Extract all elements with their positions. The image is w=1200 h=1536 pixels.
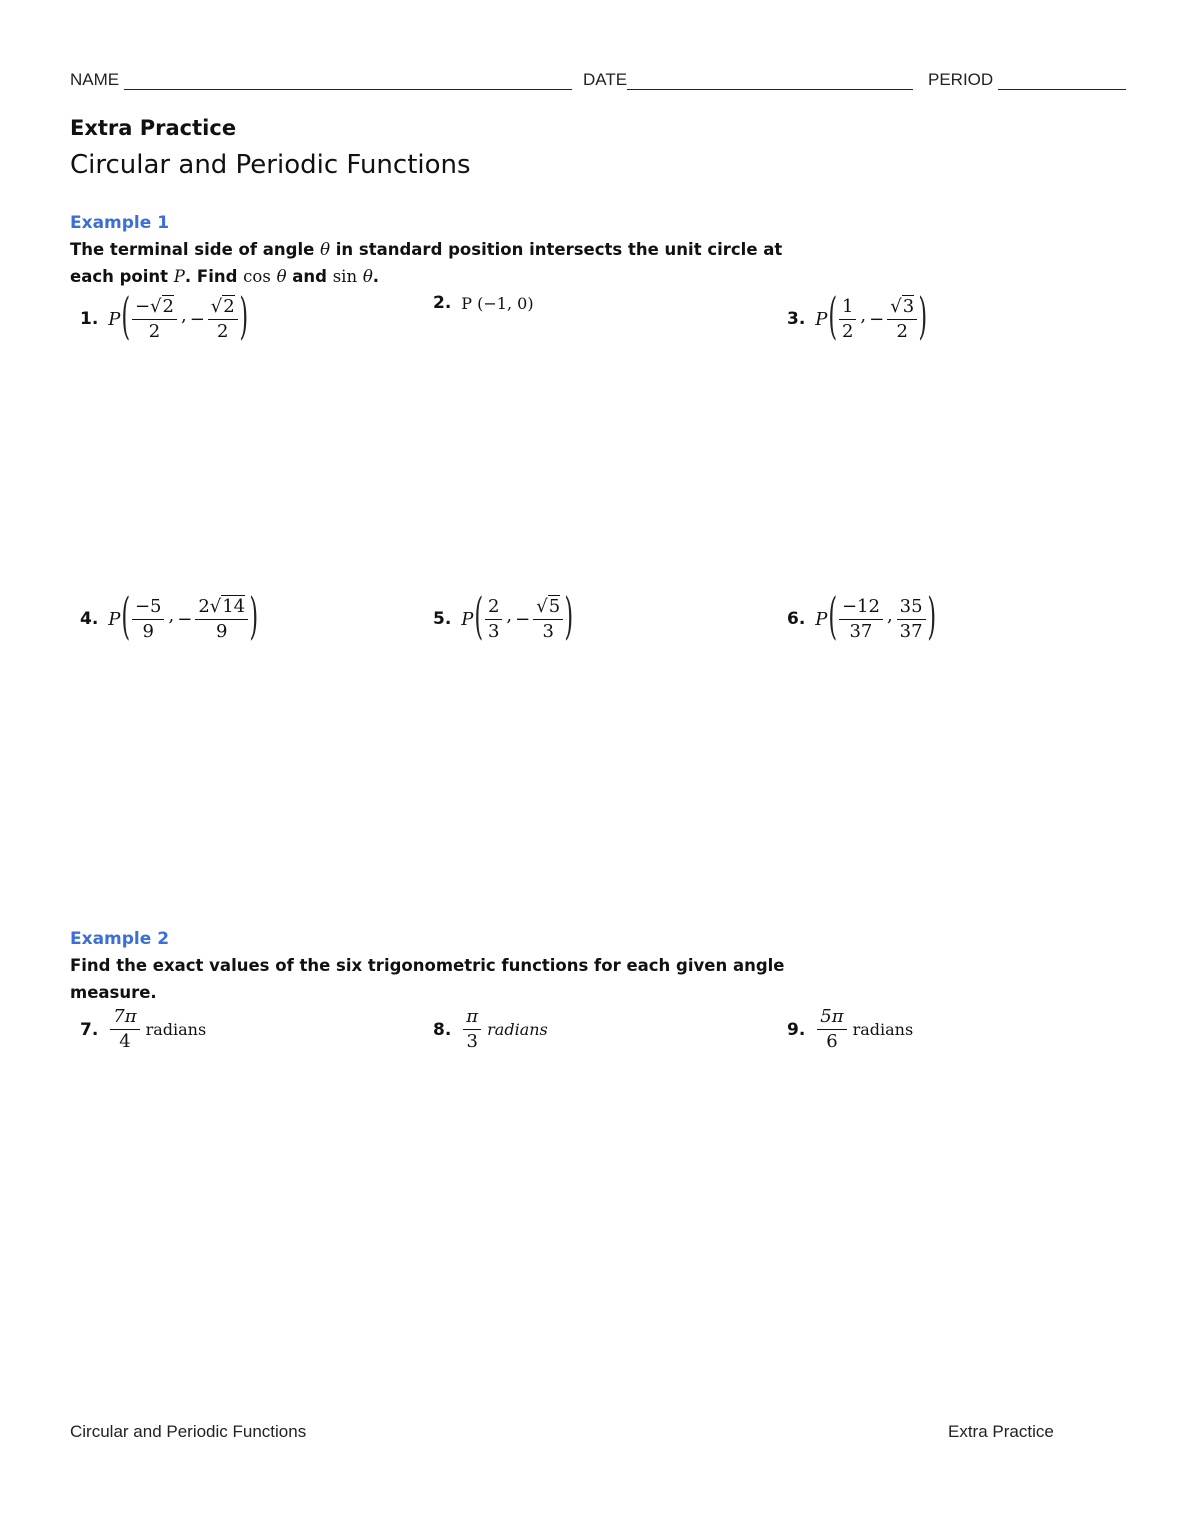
kicker: Extra Practice xyxy=(70,116,237,140)
fraction: $\frac{\pi}{3}$ xyxy=(463,1006,481,1053)
problem-number: 1. xyxy=(80,309,99,329)
name-field[interactable] xyxy=(70,70,572,90)
problem-2: 2. P (−1, 0) xyxy=(433,293,534,313)
problem-number: 5. xyxy=(433,609,452,629)
problem-5: 5. P ( $\frac{2}{3}$ , − $\frac{√5}{3}$ ) xyxy=(433,587,574,645)
problem-3: 3. P ( $\frac{1}{2}$ , − $\frac{√3}{2}$ ) xyxy=(787,287,928,345)
problem-number: 2. xyxy=(433,293,452,313)
fraction: $\frac{35}{37}$ xyxy=(897,596,926,643)
date-field[interactable] xyxy=(583,70,913,90)
example1-instruction: The terminal side of angle θ in standard position intersects the unit circle at each point P. Find cos θ and sin θ. xyxy=(70,240,783,286)
fraction: $\frac{2√14}{9}$ xyxy=(195,596,248,643)
footer-right: Extra Practice xyxy=(948,1422,1054,1441)
problem-number: 7. xyxy=(80,1019,99,1040)
problem-number: 9. xyxy=(787,1019,806,1040)
problem-number: 4. xyxy=(80,609,99,629)
page-title: Circular and Periodic Functions xyxy=(70,150,471,180)
date-label: DATE xyxy=(583,70,628,89)
period-label: PERIOD xyxy=(928,70,994,89)
problem-4: 4. P ( $\frac{-5}{9}$ , − $\frac{2√14}{9}$ ) xyxy=(80,587,259,645)
problem-9: 9. $\frac{5\pi}{6}$ radians xyxy=(787,1006,914,1052)
example2-instruction: Find the exact values of the six trigonometric functions for each given angle measure. xyxy=(70,956,785,1002)
fraction: $\frac{-12}{37}$ xyxy=(839,596,883,643)
fraction: $\frac{5\pi}{6}$ xyxy=(817,1006,846,1053)
fraction: $\frac{7\pi}{4}$ xyxy=(110,1006,139,1053)
fraction: $\frac{√2}{2}$ xyxy=(208,296,238,343)
name-line[interactable] xyxy=(124,71,572,90)
problem-8: 8. $\frac{\pi}{3}$ radians xyxy=(433,1006,548,1052)
footer-left: Circular and Periodic Functions xyxy=(70,1422,307,1441)
fraction: $\frac{-√2}{2}$ xyxy=(132,296,177,343)
fraction: $\frac{-5}{9}$ xyxy=(132,596,165,643)
example2-heading: Example 2 xyxy=(70,929,170,949)
fraction: $\frac{2}{3}$ xyxy=(485,596,502,643)
problem-number: 6. xyxy=(787,609,806,629)
period-line[interactable] xyxy=(998,71,1126,90)
name-label: NAME xyxy=(70,70,120,89)
period-field[interactable] xyxy=(928,70,1126,90)
problem-number: 8. xyxy=(433,1019,452,1040)
problem-number: 3. xyxy=(787,309,806,329)
problem-6: 6. P ( $\frac{-12}{37}$ , $\frac{35}{37}$ ) xyxy=(787,587,936,645)
example1-heading: Example 1 xyxy=(70,213,170,233)
fraction: $\frac{√5}{3}$ xyxy=(533,596,563,643)
fraction: $\frac{√3}{2}$ xyxy=(887,296,917,343)
problem-7: 7. $\frac{7\pi}{4}$ radians xyxy=(80,1006,207,1052)
date-line[interactable] xyxy=(627,71,913,90)
fraction: $\frac{1}{2}$ xyxy=(839,296,856,343)
problem-1: 1. P ( $\frac{-√2}{2}$ , − $\frac{√2}{2}$ ) xyxy=(80,287,248,345)
